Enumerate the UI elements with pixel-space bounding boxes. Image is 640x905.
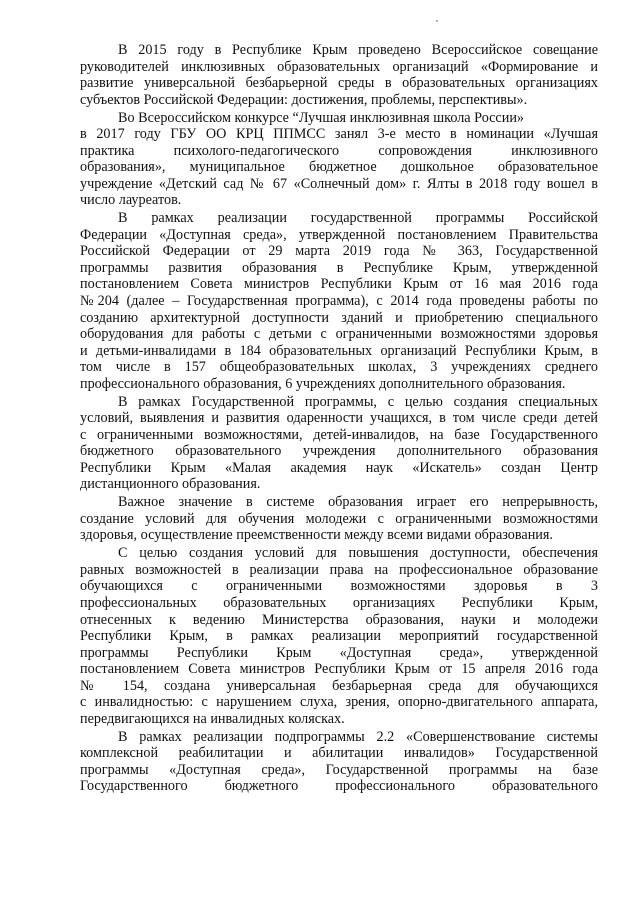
text-line: равных возможностей в реализации права на профессиональное образование bbox=[80, 561, 598, 578]
text-line: программы «Доступная среда», Государственной программы на базе bbox=[80, 761, 598, 778]
text-line: В рамках реализации подпрограммы 2.2 «Совершенствование системы bbox=[118, 728, 598, 745]
text-line: постановлением Совета министров Республики Крым от 15 апреля 2016 года bbox=[80, 661, 598, 678]
text-line: Российской Федерации от 29 марта 2019 года № 363, Государственной bbox=[80, 243, 598, 260]
text-line: Государственного бюджетного профессионального образовательного bbox=[80, 778, 598, 795]
scan-speck bbox=[436, 20, 438, 22]
text-line: постановлением Совета министров Республики Крым от 16 мая 2016 года bbox=[80, 276, 598, 293]
text-line: профессионального образования, 6 учреждениях дополнительного образования. bbox=[80, 375, 566, 392]
document-body bbox=[80, 42, 598, 795]
paragraph-podprogramma-2-2 bbox=[80, 729, 598, 795]
text-line: и детьми-инвалидами в 184 образовательных организаций Республики Крым, в bbox=[80, 342, 598, 359]
text-line: В рамках Государственной программы, с целью создания специальных bbox=[118, 393, 598, 410]
text-line: №204 (далее – Государственная программа), с 2014 года проведены работы по bbox=[80, 292, 598, 309]
text-line: с ограниченными возможностями, детей-инвалидов, на базе Государственного bbox=[80, 426, 598, 443]
text-line: здоровья, осуществление преемственности между всеми видами образования. bbox=[80, 527, 553, 544]
text-line: Важное значение в системе образования играет его непрерывность, bbox=[118, 494, 598, 511]
text-line: дистанционного образования. bbox=[80, 476, 261, 493]
paragraph-dostupnaya-sreda-programma bbox=[80, 210, 598, 392]
text-line: С целью создания условий для повышения доступности, обеспечения bbox=[118, 545, 598, 562]
text-line: создание условий для обучения молодежи с ограниченными возможностями bbox=[80, 510, 598, 527]
text-line: оборудования для работы с детьми с ограниченными возможностями здоровья bbox=[80, 326, 598, 343]
text-line: с инвалидностью: с нарушением слуха, зрения, опорно-двигательного аппарата, bbox=[80, 694, 598, 711]
text-line: отнесенных к ведению Министерства образования, науки и молодежи bbox=[80, 611, 598, 628]
text-line: программы Республики Крым «Доступная среда», утвержденной bbox=[80, 644, 598, 661]
text-line: в 2017 году ГБУ ОО КРЦ ППМСС занял 3-е место в номинации «Лучшая bbox=[80, 126, 598, 143]
text-line: Республики Крым «Малая академия наук «Искатель» создан Центр bbox=[80, 459, 598, 476]
paragraph-konkurs-inklyuzivnaya-shkola bbox=[80, 110, 598, 209]
paragraph-malaya-akademiya-nauk bbox=[80, 394, 598, 493]
text-line: передвигающихся на инвалидных колясках. bbox=[80, 710, 345, 727]
text-line: № 154, создана универсальная безбарьерная среда для обучающихся bbox=[80, 677, 598, 694]
text-line: Федерации «Доступная среда», утвержденной постановлением Правительства bbox=[80, 226, 598, 243]
text-line: учреждение «Детский сад № 67 «Солнечный дом» г. Ялты в 2018 году вошел в bbox=[80, 175, 598, 192]
text-line: развитие универсальной безбарьерной среды в образовательных организациях bbox=[80, 75, 598, 92]
text-line: комплексной реабилитации и абилитации инвалидов» Государственной bbox=[80, 745, 598, 762]
text-line: программы развития образования в Республике Крым, утвержденной bbox=[80, 259, 598, 276]
text-line: Республики Крым, в рамках реализации мероприятий государственной bbox=[80, 628, 598, 645]
text-line: образования», муниципальное бюджетное дошкольное образовательное bbox=[80, 159, 598, 176]
text-line: созданию архитектурной доступности зданий и приобретению специального bbox=[80, 309, 598, 326]
text-line: обучающихся с ограниченными возможностями здоровья в 3 bbox=[80, 578, 598, 595]
text-line: Во Всероссийском конкурсе “Лучшая инклюзивная школа России» bbox=[118, 109, 525, 126]
paragraph-vserossiyskoe-soveshchanie bbox=[80, 42, 598, 108]
text-line: том числе в 157 общеобразовательных школах, 3 учреждениях среднего bbox=[80, 359, 598, 376]
paragraph-professionalnoe-obrazovanie bbox=[80, 545, 598, 727]
paragraph-nepreryvnost-obrazovaniya bbox=[80, 494, 598, 544]
text-line: профессиональных образовательных организациях Республики Крым, bbox=[80, 595, 598, 611]
text-line: условий, выявления и развития одаренности учащихся, в том числе среди детей bbox=[80, 410, 598, 427]
text-line: В 2015 году в Республике Крым проведено Всероссийское совещание bbox=[118, 42, 598, 58]
text-line: В рамках реализации государственной программы Российской bbox=[118, 210, 598, 227]
text-line: субъектов Российской Федерации: достижения, проблемы, перспективы». bbox=[80, 91, 528, 108]
text-line: руководителей инклюзивных образовательных организаций «Формирование и bbox=[80, 58, 598, 75]
text-line: число лауреатов. bbox=[80, 192, 182, 209]
text-line: практика психолого-педагогического сопровождения инклюзивного bbox=[80, 142, 598, 159]
text-line: бюджетного образовательного учреждения дополнительного образования bbox=[80, 443, 598, 460]
